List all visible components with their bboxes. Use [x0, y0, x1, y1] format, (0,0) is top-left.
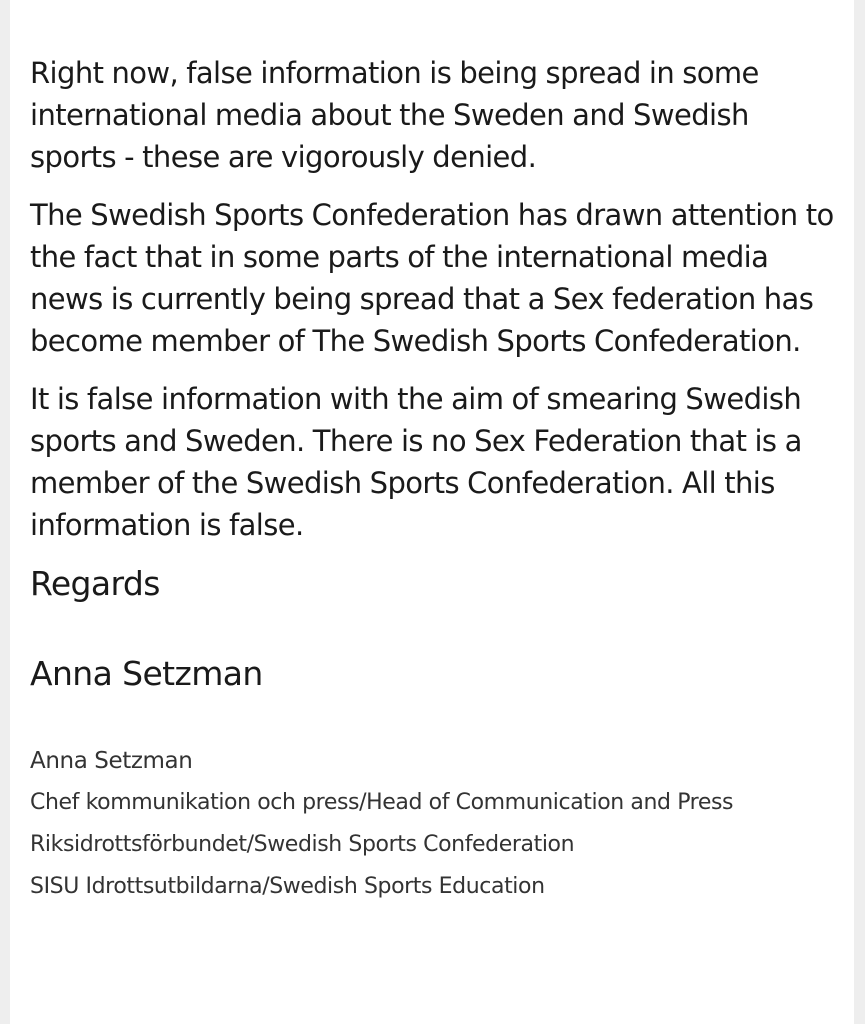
- paragraph-2: The Swedish Sports Confederation has drawn attention to the fact that in some parts of the international media news is currently being spread that a Sex federation has become member of The Swedish Sports Confederation.: [30, 198, 834, 358]
- signature-title: Chef kommunikation och press/Head of Communication and Press: [30, 790, 734, 815]
- message-body: [30, 52, 840, 908]
- signature-organization-1: Riksidrottsförbundet/Swedish Sports Confederation: [30, 832, 575, 857]
- signature-name: Anna Setzman: [30, 748, 193, 774]
- paragraph-3: It is false information with the aim of smearing Swedish sports and Sweden. There is no Sex Federation that is a member of the Swedish Sports Confederation. All this information is false.: [30, 382, 802, 542]
- signature-organization-2: SISU Idrottsutbildarna/Swedish Sports Education: [30, 874, 545, 899]
- email-signature: [30, 740, 840, 908]
- paragraph-1: Right now, false information is being spread in some international media about the Sweden and Swedish sports - these are vigorously denied.: [30, 56, 759, 174]
- message-page: [10, 0, 854, 1024]
- closing-text: Regards: [30, 564, 160, 603]
- sender-name: Anna Setzman: [30, 654, 263, 693]
